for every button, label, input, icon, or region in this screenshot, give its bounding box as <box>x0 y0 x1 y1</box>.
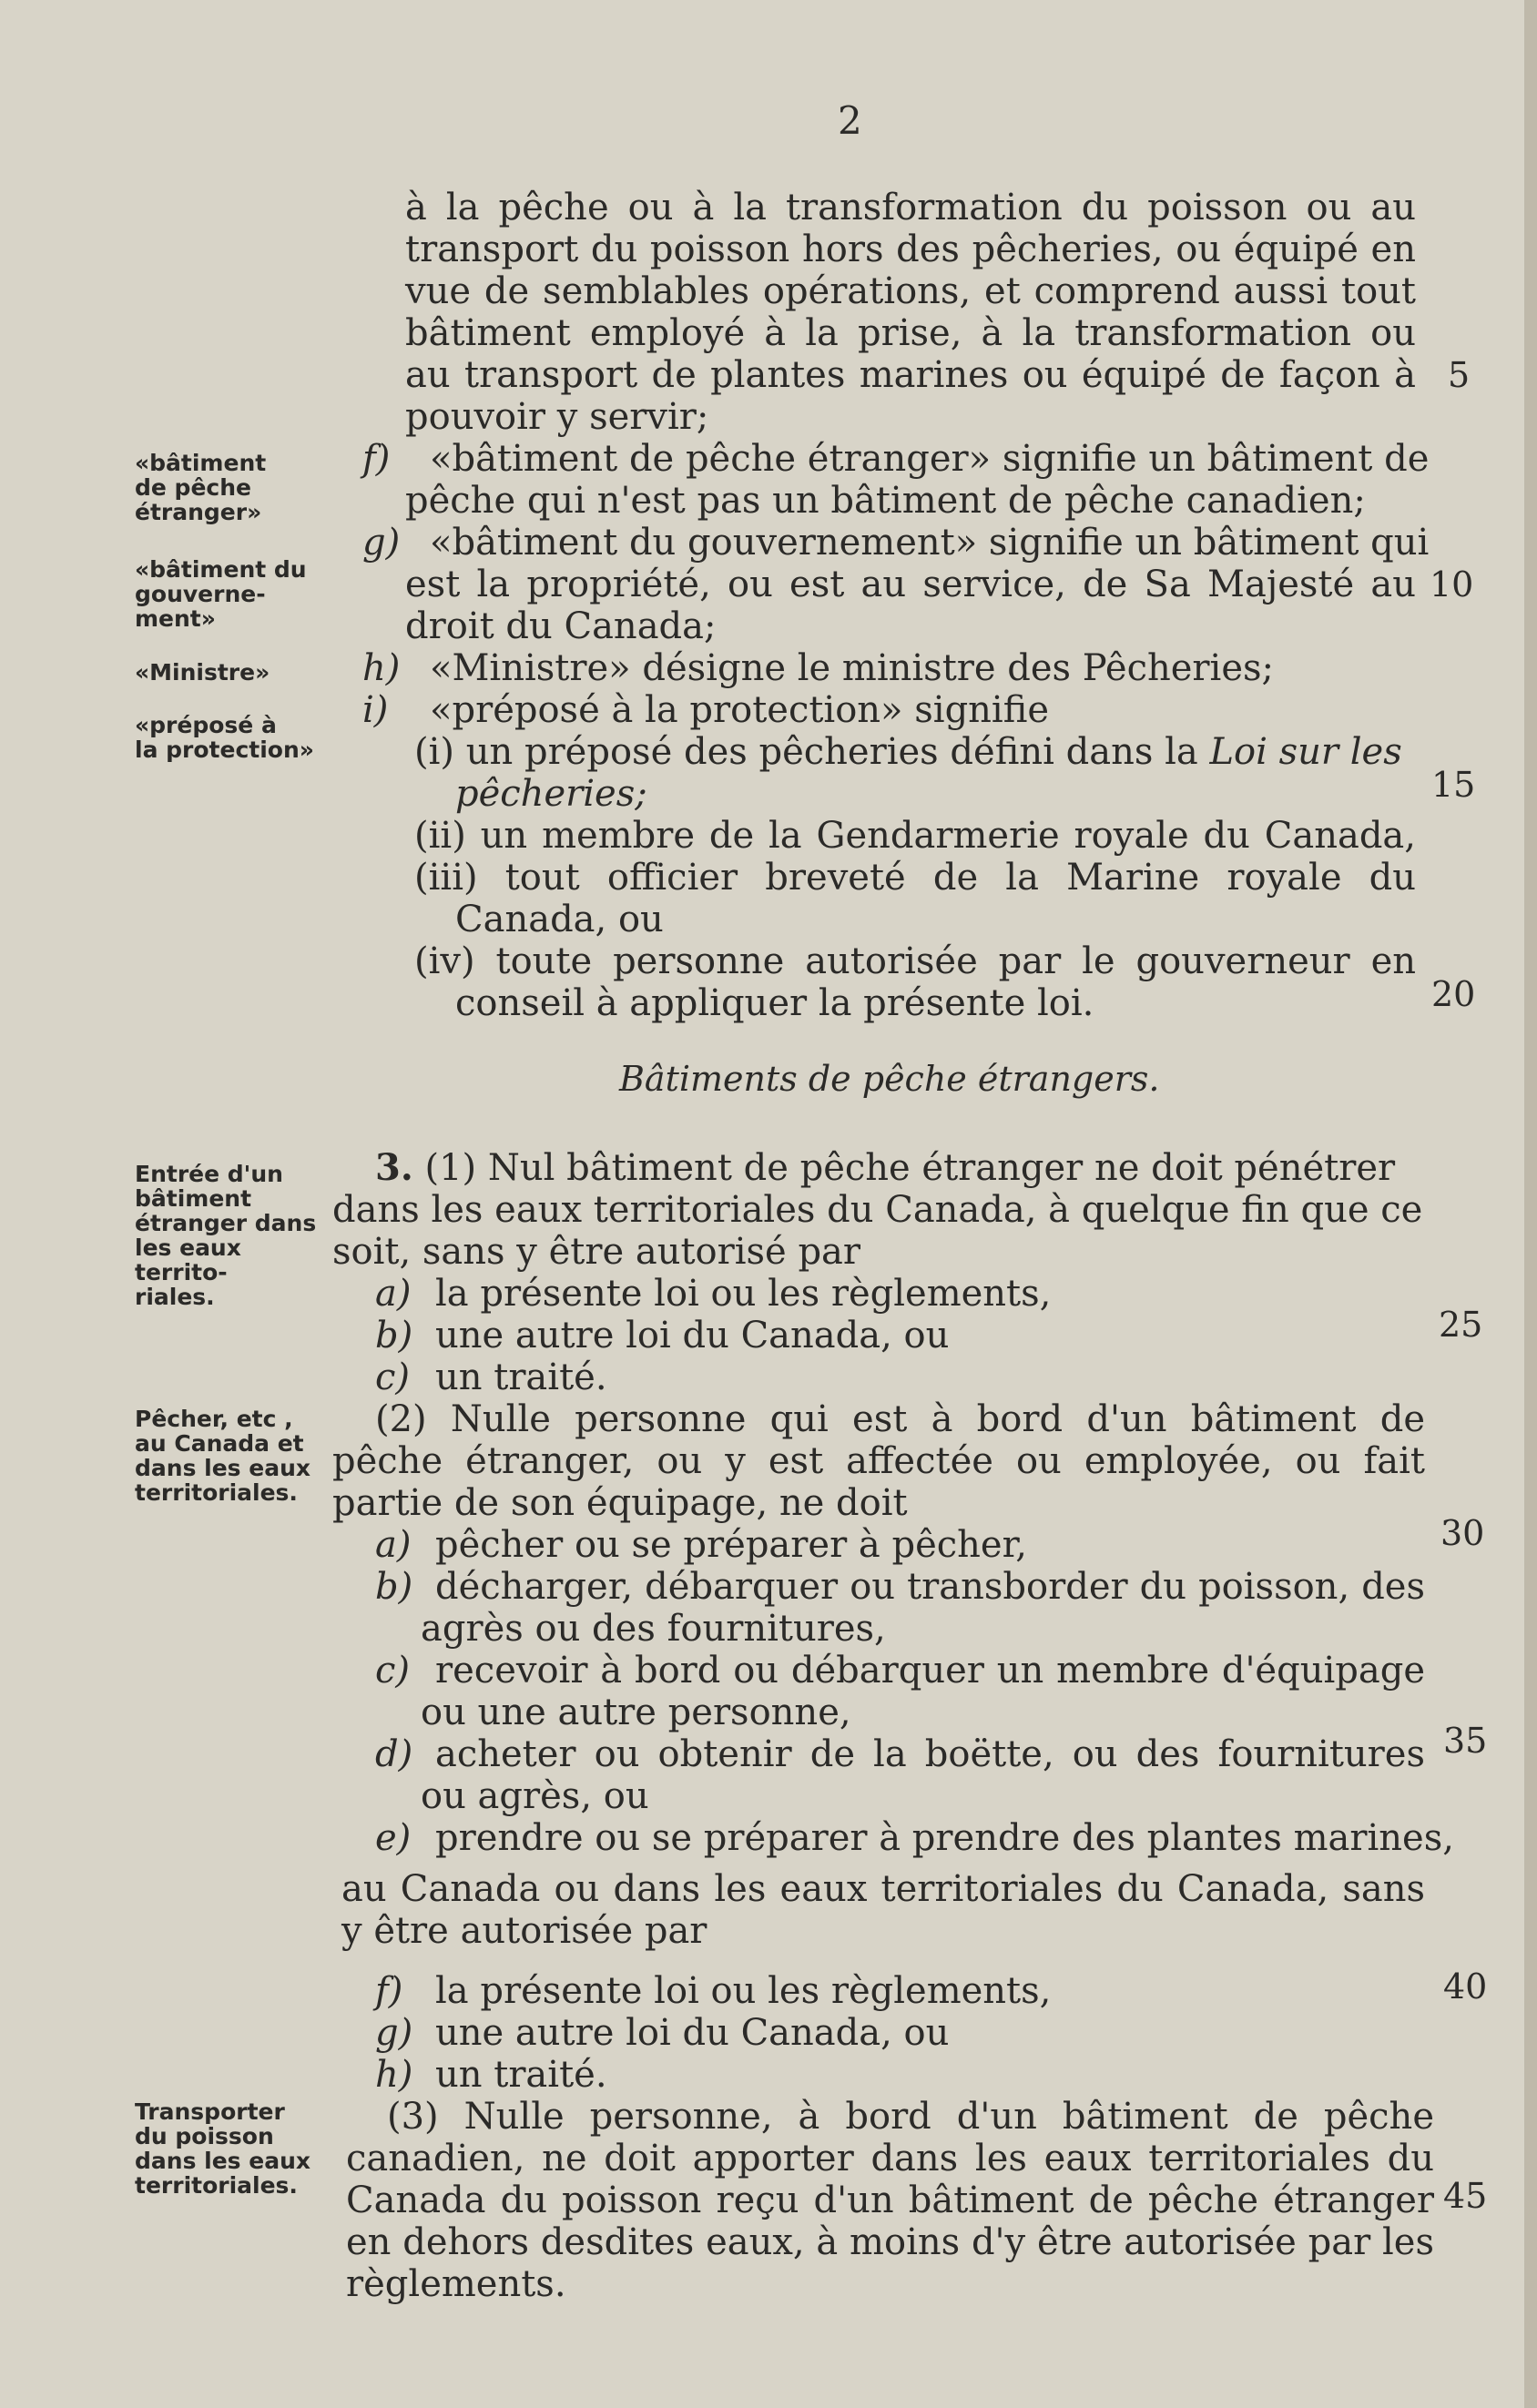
item-marker: g) <box>375 2012 413 2054</box>
text-line: bâtiment employé à la prise, à la transformation ou <box>405 312 1416 354</box>
text-line: partie de son équipage, ne doit <box>332 1482 908 1524</box>
text-line: une autre loi du Canada, ou <box>435 1315 950 1356</box>
line-number: 40 <box>1443 1966 1488 2007</box>
text-line: la présente loi ou les règlements, <box>435 1273 1052 1315</box>
item-marker: b) <box>375 1315 413 1356</box>
text-line: canadien, ne doit apporter dans les eaux territoriales du <box>346 2138 1434 2179</box>
text-line: transport du poisson hors des pêcheries, ou équipé en <box>405 229 1416 270</box>
text-line: Canada, ou <box>455 899 664 940</box>
text-line: pêcher ou se préparer à pêcher, <box>435 1524 1028 1566</box>
italic-title: Loi sur les <box>1209 731 1402 773</box>
margin-note: Entrée d'un bâtiment étranger dans les eaux territo- riales. <box>135 1161 317 1310</box>
item-marker: b) <box>375 1566 413 1608</box>
line-number: 10 <box>1430 564 1474 605</box>
text-line: droit du Canada; <box>405 605 717 647</box>
text-line: vue de semblables opérations, et comprend aussi tout <box>405 270 1416 312</box>
text-line: en dehors desdites eaux, à moins d'y être autorisée par les <box>346 2221 1434 2263</box>
text-line: est la propriété, ou est au service, de Sa Majesté au <box>405 564 1416 605</box>
margin-note: Pêcher, etc , au Canada et dans les eaux territoriales. <box>135 1406 311 1506</box>
item-marker: g) <box>362 522 401 564</box>
text-line: un traité. <box>435 1356 607 1398</box>
section-heading: Bâtiments de pêche étrangers. <box>619 1059 1160 1099</box>
margin-note: «bâtiment du gouverne- ment» <box>135 556 307 632</box>
text-line: conseil à appliquer la présente loi. <box>455 982 1094 1024</box>
text-line: une autre loi du Canada, ou <box>435 2012 950 2054</box>
text-line: ou agrès, ou <box>421 1775 649 1817</box>
margin-note: «bâtiment de pêche étranger» <box>135 450 267 525</box>
text-line: (3) Nulle personne, à bord d'un bâtiment de pêche <box>387 2096 1434 2138</box>
text-line: Canada du poisson reçu d'un bâtiment de pêche étranger <box>346 2179 1434 2221</box>
item-marker: e) <box>375 1817 412 1859</box>
item-marker: h) <box>375 2054 413 2096</box>
line-number: 45 <box>1443 2176 1488 2216</box>
text-line: «préposé à la protection» signifie <box>430 689 1050 731</box>
text-line: à la pêche ou à la transformation du poisson ou au <box>405 187 1416 229</box>
text-line: pêcheries; <box>455 773 647 815</box>
item-marker: c) <box>375 1356 411 1398</box>
item-marker: f) <box>375 1970 403 2012</box>
text-line: y être autorisée par <box>341 1910 707 1952</box>
text-line: acheter ou obtenir de la boëtte, ou des fournitures <box>435 1733 1425 1775</box>
text-line: pêche étranger, ou y est affectée ou employée, ou fait <box>332 1440 1425 1482</box>
line-number: 15 <box>1431 765 1476 805</box>
text-line: règlements. <box>346 2263 566 2305</box>
text-line: (2) Nulle personne qui est à bord d'un bâtiment de <box>375 1398 1425 1440</box>
item-marker: i) <box>362 689 389 731</box>
text-line: prendre ou se préparer à prendre des plantes marines, <box>435 1817 1454 1859</box>
line-number: 5 <box>1448 355 1471 395</box>
text-line: la présente loi ou les règlements, <box>435 1970 1052 2012</box>
text-line: au transport de plantes marines ou équipé de façon à <box>405 354 1416 396</box>
text-line: soit, sans y être autorisé par <box>332 1231 861 1273</box>
page-number: 2 <box>838 98 862 143</box>
text-line: «Ministre» désigne le ministre des Pêcheries; <box>430 647 1275 689</box>
text-line: au Canada ou dans les eaux territoriales du Canada, sans <box>341 1868 1425 1910</box>
text-line: recevoir à bord ou débarquer un membre d'équipage <box>435 1650 1425 1692</box>
line-number: 35 <box>1443 1721 1488 1761</box>
text-line: «bâtiment de pêche étranger» signifie un bâtiment de <box>430 438 1430 480</box>
text-line: (iv) toute personne autorisée par le gouverneur en <box>414 940 1416 982</box>
text-line: (ii) un membre de la Gendarmerie royale du Canada, <box>414 815 1416 857</box>
item-marker: c) <box>375 1650 411 1692</box>
item-marker: a) <box>375 1524 412 1566</box>
text-line: pêche qui n'est pas un bâtiment de pêche canadien; <box>405 480 1366 522</box>
margin-note: «Ministre» <box>135 659 270 686</box>
text-line: un traité. <box>435 2054 607 2096</box>
text-line: (iii) tout officier breveté de la Marine royale du <box>414 857 1416 899</box>
line-number: 25 <box>1439 1305 1483 1345</box>
margin-note: Transporter du poisson dans les eaux territoriales. <box>135 2098 311 2199</box>
text-line: pouvoir y servir; <box>405 396 709 438</box>
text-line: (i) un préposé des pêcheries défini dans la Loi sur les <box>414 731 1402 773</box>
line-number: 20 <box>1431 974 1476 1014</box>
item-marker: h) <box>362 647 401 689</box>
line-number: 30 <box>1440 1513 1485 1553</box>
text-line: dans les eaux territoriales du Canada, à quelque fin que ce <box>332 1189 1423 1231</box>
text-line: «bâtiment du gouvernement» signifie un bâtiment qui <box>430 522 1430 564</box>
section-number: 3. <box>375 1146 413 1189</box>
item-marker: f) <box>362 438 391 480</box>
text-line: agrès ou des fournitures, <box>421 1608 886 1650</box>
margin-note: «préposé à la protection» <box>135 712 314 763</box>
text-line: ou une autre personne, <box>421 1692 851 1733</box>
text-line: 3. (1) Nul bâtiment de pêche étranger ne doit pénétrer <box>375 1146 1396 1189</box>
text-line: décharger, débarquer ou transborder du poisson, des <box>435 1566 1425 1608</box>
item-marker: a) <box>375 1273 412 1315</box>
item-marker: d) <box>375 1733 413 1775</box>
